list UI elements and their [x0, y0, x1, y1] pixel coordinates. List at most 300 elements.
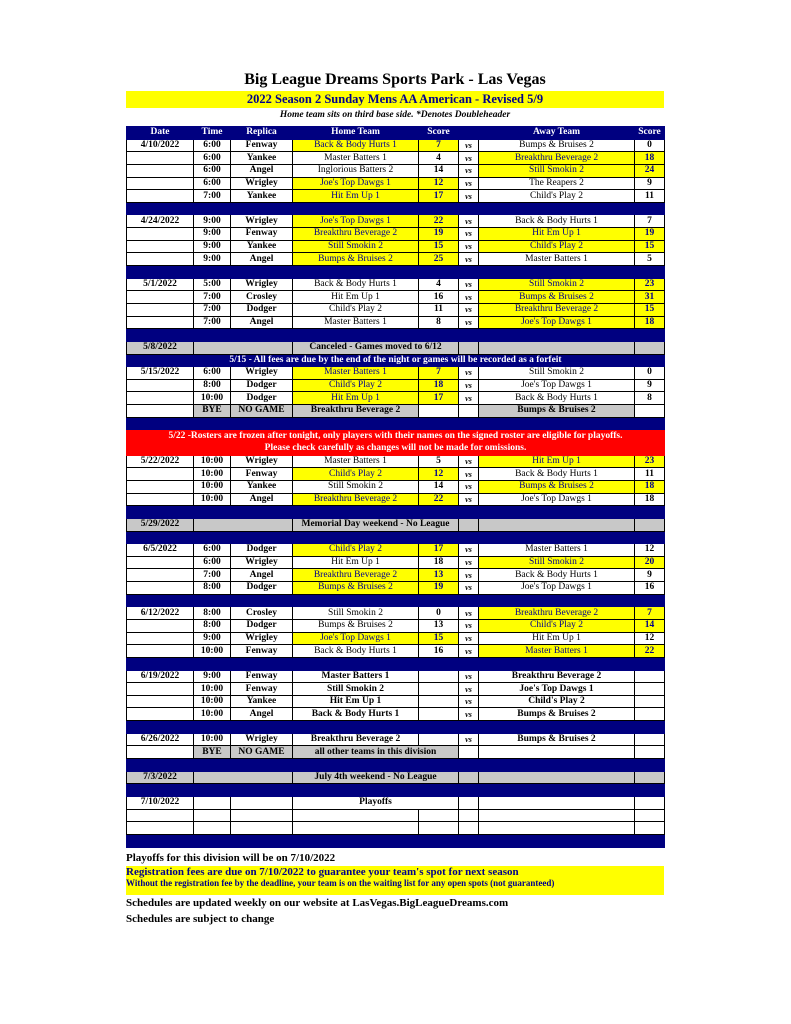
away-team-cell: Breakthru Beverage 2 [479, 303, 635, 316]
date-cell [127, 645, 194, 658]
home-score-cell [419, 708, 459, 721]
empty-cell [635, 771, 665, 784]
separator-cell [479, 594, 635, 607]
away-team-cell: Breakthru Beverage 2 [479, 670, 635, 683]
away-team-cell: Child's Play 2 [479, 619, 635, 632]
date-cell [127, 746, 194, 759]
away-team-cell: Master Batters 1 [479, 544, 635, 557]
empty-cell [231, 809, 293, 822]
table-row [127, 796, 665, 809]
replica-field-cell: Wrigley [231, 367, 293, 380]
fee-notice-cell: 5/15 - All fees are due by the end of the night or games will be recorded as a forfeit [127, 354, 665, 367]
away-score-cell: 9 [635, 177, 665, 190]
home-team-cell: Breakthru Beverage 2 [293, 733, 419, 746]
table-row [127, 582, 665, 595]
home-score-cell: 16 [419, 645, 459, 658]
separator-cell [479, 759, 635, 772]
home-team-cell: Breakthru Beverage 2 [293, 569, 419, 582]
home-score-cell: 4 [419, 278, 459, 291]
home-score-cell: 17 [419, 544, 459, 557]
away-score-cell: 18 [635, 493, 665, 506]
table-row [127, 316, 665, 329]
home-team-cell: Master Batters 1 [293, 455, 419, 468]
date-cell [127, 190, 194, 203]
vs-cell: vs [459, 645, 479, 658]
column-header: Away Team [479, 127, 635, 140]
announcement-cell: Memorial Day weekend - No League [293, 518, 459, 531]
home-score-cell: 13 [419, 619, 459, 632]
separator-cell [293, 202, 419, 215]
vs-cell: vs [459, 670, 479, 683]
separator-cell [231, 506, 293, 519]
table-row [127, 190, 665, 203]
date-cell [127, 164, 194, 177]
away-team-cell: Bumps & Bruises 2 [479, 291, 635, 304]
separator-cell [479, 784, 635, 797]
vs-cell: vs [459, 455, 479, 468]
date-cell [127, 569, 194, 582]
date-cell [127, 683, 194, 696]
vs-cell: vs [459, 480, 479, 493]
empty-cell [127, 809, 194, 822]
away-score-cell: 7 [635, 607, 665, 620]
separator-cell [127, 266, 194, 279]
date-cell [127, 228, 194, 241]
home-team-cell: Hit Em Up 1 [293, 291, 419, 304]
home-team-cell: Back & Body Hurts 1 [293, 278, 419, 291]
separator-cell [231, 329, 293, 342]
replica-field-cell: Crosley [231, 607, 293, 620]
separator-cell [459, 202, 479, 215]
table-row [127, 683, 665, 696]
time-cell: 7:00 [194, 190, 231, 203]
away-score-cell: 15 [635, 240, 665, 253]
table-row [127, 417, 665, 430]
column-header: Time [194, 127, 231, 140]
vs-cell: vs [459, 152, 479, 165]
date-cell: 6/19/2022 [127, 670, 194, 683]
separator-cell [194, 417, 231, 430]
separator-cell [293, 329, 419, 342]
away-score-cell [635, 733, 665, 746]
home-score-cell: 19 [419, 582, 459, 595]
empty-cell [231, 796, 293, 809]
time-cell: 7:00 [194, 569, 231, 582]
separator-cell [194, 506, 231, 519]
home-team-cell: Hit Em Up 1 [293, 695, 419, 708]
replica-field-cell: Angel [231, 253, 293, 266]
time-cell: 9:00 [194, 228, 231, 241]
time-cell: 9:00 [194, 215, 231, 228]
date-cell [127, 177, 194, 190]
date-cell: 7/10/2022 [127, 796, 194, 809]
separator-cell [231, 657, 293, 670]
vs-cell: vs [459, 291, 479, 304]
home-team-cell: Still Smokin 2 [293, 240, 419, 253]
table-row [127, 493, 665, 506]
separator-cell [459, 834, 479, 847]
away-team-cell: Hit Em Up 1 [479, 228, 635, 241]
vs-cell: vs [459, 379, 479, 392]
time-cell: 6:00 [194, 139, 231, 152]
separator-cell [194, 329, 231, 342]
away-team-cell: The Reapers 2 [479, 177, 635, 190]
table-row [127, 278, 665, 291]
no-game-cell: NO GAME [231, 746, 293, 759]
empty-cell [635, 341, 665, 354]
table-row [127, 341, 665, 354]
away-team-cell: Bumps & Bruises 2 [479, 480, 635, 493]
time-cell: 10:00 [194, 455, 231, 468]
separator-cell [293, 759, 419, 772]
time-cell: 6:00 [194, 164, 231, 177]
away-team-cell: Still Smokin 2 [479, 556, 635, 569]
separator-cell [479, 657, 635, 670]
separator-cell [635, 834, 665, 847]
vs-cell: vs [459, 164, 479, 177]
table-row [127, 177, 665, 190]
home-team-cell: Still Smokin 2 [293, 683, 419, 696]
away-team-cell: Still Smokin 2 [479, 367, 635, 380]
table-row [127, 506, 665, 519]
vs-cell: vs [459, 733, 479, 746]
table-row [127, 253, 665, 266]
vs-cell: vs [459, 569, 479, 582]
no-game-cell: NO GAME [231, 405, 293, 418]
separator-cell [293, 531, 419, 544]
separator-cell [127, 721, 194, 734]
home-team-cell: Back & Body Hurts 1 [293, 645, 419, 658]
time-cell: 6:00 [194, 367, 231, 380]
home-score-cell: 16 [419, 291, 459, 304]
vs-cell: vs [459, 632, 479, 645]
separator-cell [231, 834, 293, 847]
empty-cell [231, 822, 293, 835]
time-cell: 6:00 [194, 177, 231, 190]
table-row [127, 405, 665, 418]
home-score-cell: 4 [419, 152, 459, 165]
time-cell: 9:00 [194, 632, 231, 645]
separator-cell [293, 266, 419, 279]
roster-notice-cell: 5/22 -Rosters are frozen after tonight, only players with their names on the signed roster are eligible for playoffs. [127, 430, 665, 443]
away-team-cell: Still Smokin 2 [479, 278, 635, 291]
away-score-cell: 5 [635, 253, 665, 266]
time-cell: 10:00 [194, 695, 231, 708]
home-score-cell: 15 [419, 632, 459, 645]
table-row [127, 455, 665, 468]
replica-field-cell: Yankee [231, 152, 293, 165]
time-cell: 7:00 [194, 303, 231, 316]
separator-cell [635, 657, 665, 670]
vs-cell: vs [459, 228, 479, 241]
empty-cell [459, 405, 479, 418]
home-team-cell: Child's Play 2 [293, 468, 419, 481]
date-cell: 4/10/2022 [127, 139, 194, 152]
vs-cell: vs [459, 215, 479, 228]
home-team-cell: Master Batters 1 [293, 670, 419, 683]
replica-field-cell: Fenway [231, 228, 293, 241]
table-row [127, 607, 665, 620]
replica-field-cell: Fenway [231, 645, 293, 658]
table-row [127, 329, 665, 342]
separator-cell [479, 506, 635, 519]
away-score-cell: 7 [635, 215, 665, 228]
table-row [127, 834, 665, 847]
date-cell [127, 253, 194, 266]
separator-cell [293, 594, 419, 607]
vs-cell: vs [459, 303, 479, 316]
table-row [127, 480, 665, 493]
date-cell [127, 316, 194, 329]
separator-cell [479, 266, 635, 279]
empty-cell [479, 796, 635, 809]
separator-cell [231, 266, 293, 279]
replica-field-cell: Yankee [231, 480, 293, 493]
separator-cell [635, 329, 665, 342]
separator-cell [459, 784, 479, 797]
empty-cell [194, 518, 293, 531]
date-cell [127, 392, 194, 405]
replica-field-cell: Yankee [231, 695, 293, 708]
home-score-cell: 13 [419, 569, 459, 582]
home-score-cell: 5 [419, 455, 459, 468]
table-row [127, 771, 665, 784]
away-score-cell: 31 [635, 291, 665, 304]
replica-field-cell: Dodger [231, 379, 293, 392]
separator-cell [635, 784, 665, 797]
empty-cell [194, 771, 293, 784]
vs-cell: vs [459, 695, 479, 708]
separator-cell [293, 834, 419, 847]
away-score-cell: 0 [635, 367, 665, 380]
away-score-cell: 22 [635, 645, 665, 658]
separator-cell [127, 657, 194, 670]
replica-field-cell: Wrigley [231, 733, 293, 746]
away-score-cell [635, 670, 665, 683]
empty-cell [194, 809, 231, 822]
time-cell: 10:00 [194, 708, 231, 721]
away-team-cell: Hit Em Up 1 [479, 455, 635, 468]
replica-field-cell: Wrigley [231, 215, 293, 228]
table-row [127, 379, 665, 392]
replica-field-cell: Fenway [231, 683, 293, 696]
date-cell [127, 556, 194, 569]
away-score-cell: 16 [635, 582, 665, 595]
home-score-cell: 25 [419, 253, 459, 266]
table-row [127, 303, 665, 316]
waiting-list-note: Without the registration fee by the deadline, your team is on the waiting list for any open spots (not guaranteed) [126, 878, 555, 888]
table-header [127, 127, 665, 140]
table-row [127, 367, 665, 380]
home-score-cell: 17 [419, 190, 459, 203]
away-team-cell: Back & Body Hurts 1 [479, 468, 635, 481]
home-score-cell: 17 [419, 392, 459, 405]
date-cell: 5/15/2022 [127, 367, 194, 380]
away-score-cell: 23 [635, 455, 665, 468]
separator-cell [635, 417, 665, 430]
replica-field-cell: Yankee [231, 190, 293, 203]
vs-cell: vs [459, 544, 479, 557]
home-score-cell: 12 [419, 177, 459, 190]
replica-field-cell: Fenway [231, 139, 293, 152]
away-score-cell: 18 [635, 480, 665, 493]
empty-cell [635, 518, 665, 531]
time-cell: 10:00 [194, 392, 231, 405]
playoffs-cell: Playoffs [293, 796, 459, 809]
separator-cell [194, 266, 231, 279]
away-team-cell: Breakthru Beverage 2 [479, 607, 635, 620]
away-team-cell: Master Batters 1 [479, 645, 635, 658]
vs-cell: vs [459, 367, 479, 380]
time-cell: 6:00 [194, 556, 231, 569]
home-score-cell: 11 [419, 303, 459, 316]
date-cell: 6/5/2022 [127, 544, 194, 557]
vs-cell: vs [459, 253, 479, 266]
vs-cell: vs [459, 556, 479, 569]
schedule-table [126, 126, 665, 848]
table-row [127, 240, 665, 253]
date-cell [127, 619, 194, 632]
home-team-cell: Child's Play 2 [293, 303, 419, 316]
table-row [127, 202, 665, 215]
date-cell [127, 708, 194, 721]
column-header: Date [127, 127, 194, 140]
vs-cell: vs [459, 683, 479, 696]
table-row [127, 544, 665, 557]
time-cell: 9:00 [194, 240, 231, 253]
date-cell: 5/22/2022 [127, 455, 194, 468]
replica-field-cell: Dodger [231, 582, 293, 595]
vs-cell: vs [459, 708, 479, 721]
bye-team-cell: Breakthru Beverage 2 [293, 405, 419, 418]
separator-cell [231, 202, 293, 215]
date-cell [127, 152, 194, 165]
vs-cell: vs [459, 493, 479, 506]
away-score-cell [635, 708, 665, 721]
empty-cell [635, 809, 665, 822]
separator-cell [293, 506, 419, 519]
home-team-cell: Child's Play 2 [293, 544, 419, 557]
separator-cell [635, 266, 665, 279]
home-score-cell: 7 [419, 367, 459, 380]
separator-cell [127, 784, 194, 797]
separator-cell [419, 834, 459, 847]
separator-cell [127, 202, 194, 215]
registration-notice [126, 866, 664, 895]
table-row [127, 619, 665, 632]
playoffs-note: Playoffs for this division will be on 7/10/2022 [126, 852, 336, 864]
table-row [127, 657, 665, 670]
table-row [127, 392, 665, 405]
vs-cell: vs [459, 190, 479, 203]
table-row [127, 152, 665, 165]
announcement-cell: Canceled - Games moved to 6/12 [293, 341, 459, 354]
date-cell: 5/29/2022 [127, 518, 194, 531]
separator-cell [459, 417, 479, 430]
time-cell: 7:00 [194, 291, 231, 304]
table-row [127, 164, 665, 177]
date-cell [127, 303, 194, 316]
table-row [127, 531, 665, 544]
separator-cell [231, 417, 293, 430]
registration-deadline: Registration fees are due on 7/10/2022 to guarantee your team's spot for next season [126, 866, 519, 878]
separator-cell [635, 594, 665, 607]
empty-cell [479, 518, 635, 531]
away-score-cell: 11 [635, 468, 665, 481]
separator-cell [231, 784, 293, 797]
replica-field-cell: Wrigley [231, 278, 293, 291]
bye-cell: BYE [194, 405, 231, 418]
table-row [127, 266, 665, 279]
away-team-cell: Still Smokin 2 [479, 164, 635, 177]
column-header: Score [419, 127, 459, 140]
replica-field-cell: Fenway [231, 670, 293, 683]
away-team-cell: Bumps & Bruises 2 [479, 708, 635, 721]
away-team-cell: Bumps & Bruises 2 [479, 733, 635, 746]
away-team-cell: Bumps & Bruises 2 [479, 139, 635, 152]
date-cell: 6/12/2022 [127, 607, 194, 620]
change-note: Schedules are subject to change [126, 913, 275, 925]
separator-cell [127, 531, 194, 544]
away-score-cell [635, 683, 665, 696]
home-team-cell: Back & Body Hurts 1 [293, 139, 419, 152]
empty-cell [459, 518, 479, 531]
season-subtitle: 2022 Season 2 Sunday Mens AA American - Revised 5/9 [126, 91, 664, 108]
separator-cell [419, 759, 459, 772]
separator-cell [635, 721, 665, 734]
table-row [127, 784, 665, 797]
vs-cell: vs [459, 392, 479, 405]
replica-field-cell: Fenway [231, 468, 293, 481]
empty-cell [479, 341, 635, 354]
separator-cell [293, 721, 419, 734]
home-team-cell: Master Batters 1 [293, 316, 419, 329]
time-cell: 8:00 [194, 379, 231, 392]
table-row [127, 708, 665, 721]
away-team-cell: Joe's Top Dawgs 1 [479, 683, 635, 696]
time-cell: 9:00 [194, 253, 231, 266]
separator-cell [419, 202, 459, 215]
separator-cell [419, 784, 459, 797]
separator-cell [479, 721, 635, 734]
separator-cell [194, 784, 231, 797]
home-score-cell: 8 [419, 316, 459, 329]
table-row [127, 594, 665, 607]
empty-cell [194, 341, 293, 354]
separator-cell [127, 417, 194, 430]
home-team-cell: Bumps & Bruises 2 [293, 582, 419, 595]
replica-field-cell: Wrigley [231, 632, 293, 645]
home-score-cell [419, 733, 459, 746]
away-team-cell: Child's Play 2 [479, 695, 635, 708]
away-score-cell: 8 [635, 392, 665, 405]
away-team-cell: Back & Body Hurts 1 [479, 569, 635, 582]
empty-cell [194, 796, 231, 809]
replica-field-cell: Yankee [231, 240, 293, 253]
time-cell: 8:00 [194, 607, 231, 620]
separator-cell [231, 721, 293, 734]
home-team-cell: Child's Play 2 [293, 379, 419, 392]
vs-cell: vs [459, 177, 479, 190]
empty-cell [194, 822, 231, 835]
announcement-cell: July 4th weekend - No League [293, 771, 459, 784]
date-cell [127, 582, 194, 595]
table-row [127, 632, 665, 645]
home-team-cell: Back & Body Hurts 1 [293, 708, 419, 721]
table-row [127, 822, 665, 835]
date-cell: 6/26/2022 [127, 733, 194, 746]
separator-cell [459, 329, 479, 342]
